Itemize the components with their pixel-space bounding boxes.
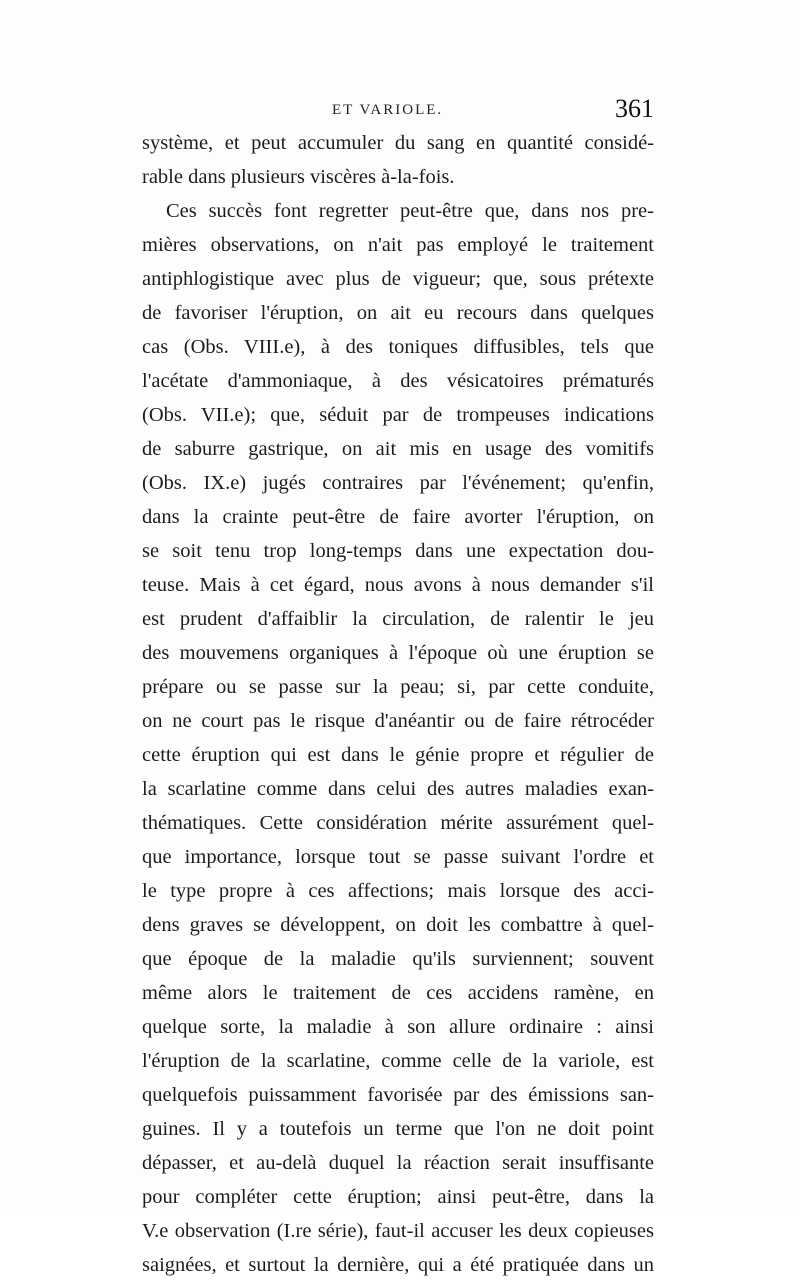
text-line: on ne court pas le risque d'anéantir ou de faire rétrocéder [142,710,654,732]
text-line: de favoriser l'éruption, on ait eu recours dans quelques [142,302,654,324]
text-line: saignées, et surtout la dernière, qui a été pratiquée dans un [142,1254,654,1276]
text-line: (Obs. IX.e) jugés contraires par l'événement; qu'enfin, [142,472,654,494]
text-line: cette éruption qui est dans le génie propre et régulier de [142,744,654,766]
text-line: de saburre gastrique, on ait mis en usage des vomitifs [142,438,654,460]
text-line: que importance, lorsque tout se passe suivant l'ordre et [142,846,654,868]
running-head-title: ET VARIOLE. [332,102,444,118]
text-line: quelque sorte, la maladie à son allure ordinaire : ainsi [142,1016,654,1038]
body-text [142,126,654,1282]
text-line: (Obs. VII.e); que, séduit par de trompeuses indications [142,404,654,426]
paragraph-first-line: Ces succès font regretter peut-être que, dans nos pre- [166,200,654,222]
text-line: dens graves se développent, on doit les combattre à quel- [142,914,654,936]
text-line: que époque de la maladie qu'ils surviennent; souvent [142,948,654,970]
text-line: des mouvemens organiques à l'époque où une éruption se [142,642,654,664]
text-line: pour compléter cette éruption; ainsi peut-être, dans la [142,1186,654,1208]
text-line: rable dans plusieurs viscères à-la-fois. [142,166,455,188]
text-line: l'éruption de la scarlatine, comme celle de la variole, est [142,1050,654,1072]
text-line: V.e observation (I.re série), faut-il accuser les deux copieuses [142,1220,654,1242]
text-line: se soit tenu trop long-temps dans une expectation dou- [142,540,654,562]
text-line: système, et peut accumuler du sang en quantité considé- [142,132,654,154]
text-line: est prudent d'affaiblir la circulation, de ralentir le jeu [142,608,654,630]
page-number: 361 [615,94,654,123]
text-line: dépasser, et au-delà duquel la réaction serait insuffisante [142,1152,654,1174]
text-line: dans la crainte peut-être de faire avorter l'éruption, on [142,506,654,528]
text-line: antiphlogistique avec plus de vigueur; que, sous prétexte [142,268,654,290]
text-line: l'acétate d'ammoniaque, à des vésicatoires prématurés [142,370,654,392]
text-line: mières observations, on n'ait pas employé le traitement [142,234,654,256]
text-line: thématiques. Cette considération mérite assurément quel- [142,812,654,834]
text-line: quelquefois puissamment favorisée par des émissions san- [142,1084,654,1106]
text-line: même alors le traitement de ces accidens ramène, en [142,982,654,1004]
text-line: le type propre à ces affections; mais lorsque des acci- [142,880,654,902]
text-line: la scarlatine comme dans celui des autres maladies exan- [142,778,654,800]
text-line: guines. Il y a toutefois un terme que l'on ne doit point [142,1118,654,1140]
text-line: prépare ou se passe sur la peau; si, par cette conduite, [142,676,654,698]
text-line: teuse. Mais à cet égard, nous avons à nous demander s'il [142,574,654,596]
text-line: cas (Obs. VIII.e), à des toniques diffusibles, tels que [142,336,654,358]
running-head [142,94,654,128]
